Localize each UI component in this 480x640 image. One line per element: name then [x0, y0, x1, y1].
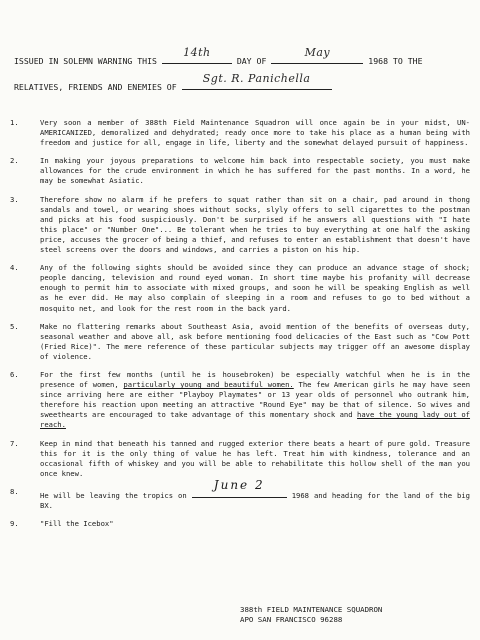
- header-prefix: ISSUED IN SOLEMN WARNING THIS: [14, 56, 157, 66]
- unit-name: 388th FIELD MAINTENANCE SQUADRON: [240, 605, 383, 614]
- item-text: Keep in mind that beneath his tanned and rugged exterior there beats a heart of pure gold. Treasure this for it is the only thing of value he has left. Treat him with kindness, tolerance and an occasional fifth of whiskey and you will be able to rehabilitate this hollow shell of the man you once knew.: [40, 438, 470, 478]
- item-text-part: The few American girls he may have seen since arriving here are either "Playboy Playmates" or 13 year olds of personnel who outrank him, therefore his reaction upon meeting an attractive "Round Eye" may be that of silence. So wives and sweethearts are encouraged to take advantage of this momentary shock and: [40, 380, 471, 420]
- header-mid: DAY OF: [236, 56, 267, 66]
- list-item: [10, 322, 470, 362]
- header-line-2: [14, 72, 466, 94]
- header-line-1: [14, 46, 466, 68]
- list-item: [10, 195, 470, 256]
- list-item: [10, 118, 470, 148]
- item-text-part: 1968 and heading for the land of the big BX.: [40, 490, 470, 510]
- item-number: 6.: [10, 369, 19, 379]
- list-item: [10, 263, 470, 313]
- item-text: Therefore show no alarm if he prefers to squat rather than sit on a chair, pad around in thong sandals and towel, or wearing shoes without socks, slyly offers to sell cigarettes to the postman and picks at his food suspiciously. Don't be surprised if he answers all questions with "I hate this place" or "Number One"... Be tolerant when he tries to buy everything at one half the asking price, accuses the grocer of being a thief, and refuses to enter an establishment that doesn't have steel screens over the doors and windows, and carries a piston on his hip.: [40, 194, 470, 255]
- list-item: [10, 519, 470, 529]
- month-blank: [271, 46, 363, 64]
- item-number: 2.: [10, 156, 19, 166]
- item-number: 5.: [10, 321, 19, 331]
- item-text: [40, 370, 470, 431]
- unit-signature-block: [240, 605, 382, 625]
- item-number: 8.: [10, 486, 19, 496]
- items-list: [10, 118, 470, 537]
- item-number: 4.: [10, 263, 19, 273]
- item-text-underlined: particularly young and beautiful women.: [123, 380, 294, 390]
- item-text: In making your joyous preparations to welcome him back into respectable society, you must make allowances for the crude environment in which he has suffered for the past months. In a word, he may be somewhat Asiatic.: [40, 156, 470, 186]
- header-suffix: 1968 TO THE: [368, 56, 423, 66]
- list-item: [10, 439, 470, 479]
- item-text-underlined: have the young lady out of reach.: [40, 410, 471, 430]
- date-handwritten: June 2: [213, 477, 265, 492]
- item-number: 3.: [10, 194, 19, 204]
- item-number: 9.: [10, 519, 19, 529]
- month-handwritten: May: [304, 46, 331, 59]
- item-text: "Fill the Icebox": [40, 519, 114, 529]
- item-text: Make no flattering remarks about Southeast Asia, avoid mention of the benefits of overseas duty, seasonal weather and above all, ask before mentioning food delicacies of the East such as "Cow Pott (Fried Rice)". The mere reference of these particular subjects may trigger off an awesome display of violence.: [40, 321, 470, 361]
- list-item: [10, 370, 470, 431]
- day-blank: [162, 46, 232, 64]
- item-number: 1.: [10, 118, 19, 127]
- unit-address: APO SAN FRANCISCO 96288: [240, 615, 343, 624]
- day-handwritten: 14th: [183, 46, 211, 59]
- header: [14, 46, 466, 94]
- item-text: [40, 477, 470, 511]
- date-blank: [192, 477, 287, 498]
- item-text: Any of the following sights should be avoided since they can produce an advance stage of shock; people dancing, television and round eyed woman. In short time maybe his profanity will decrease enough to permit him to associate with mixed groups, and soon he will be speaking English as well as he ever did. He may also complain of sleeping in a room and refuses to go to bed without a mosquito net, and look for the rest room in the back yard.: [40, 263, 470, 313]
- item-text-part: For the first few months (until he is housebroken) be especially watchful when he is in the presence of women,: [40, 369, 470, 390]
- list-item: [10, 156, 470, 186]
- item-text-part: He will be leaving the tropics on: [40, 490, 187, 500]
- name-handwritten: Sgt. R. Panichella: [202, 72, 311, 85]
- name-blank: [182, 72, 332, 90]
- list-item: [10, 477, 470, 511]
- item-text: Very soon a member of 388th Field Maintenance Squadron will once again be in your midst, UN-AMERICANIZED, demoralized and dehydrated; ready once more to take his place as a human being with freedom and justice for all, engage in life, liberty and the somewhat delayed pursuit of happiness.: [40, 118, 470, 148]
- item-number: 7.: [10, 438, 19, 448]
- header-recipients: RELATIVES, FRIENDS AND ENEMIES OF: [14, 82, 177, 92]
